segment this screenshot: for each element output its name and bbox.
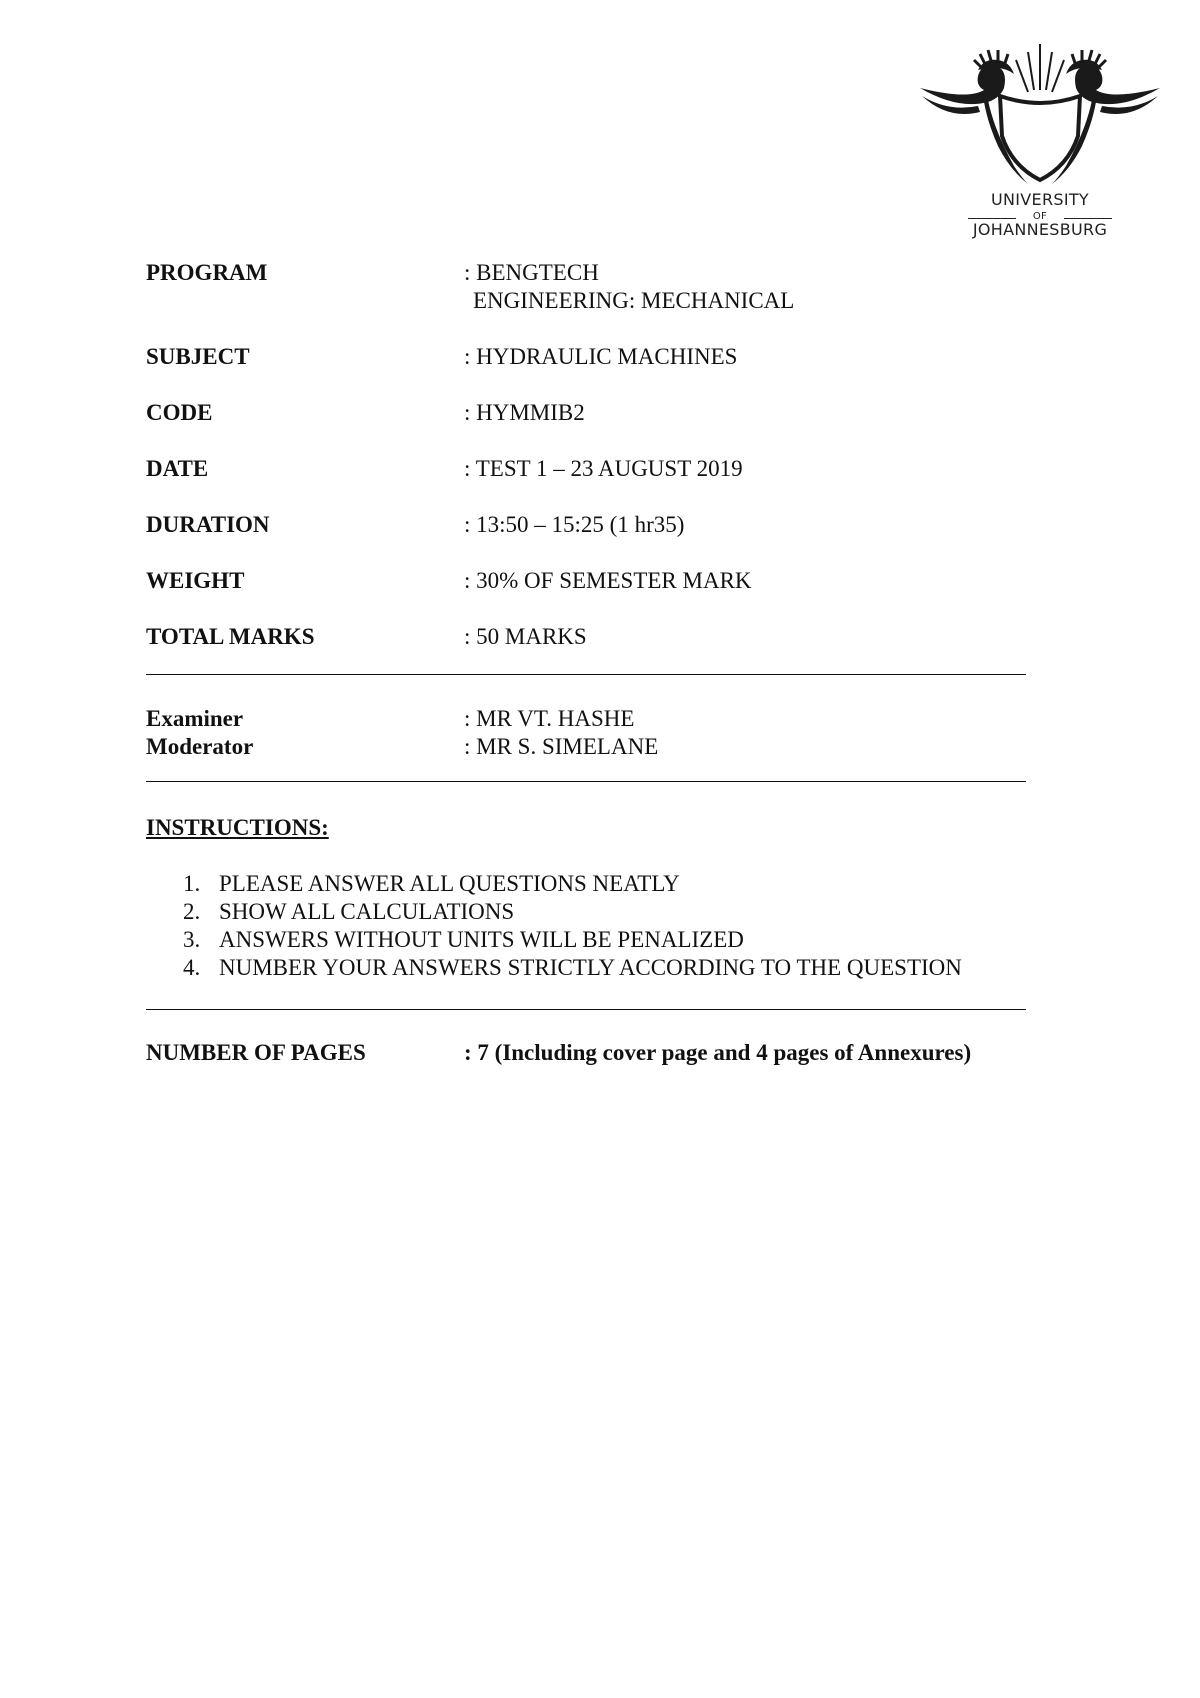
detail-value-continuation: ENGINEERING: MECHANICAL — [473, 288, 795, 313]
detail-label: SUBJECT — [146, 344, 250, 369]
staff-value: : MR S. SIMELANE — [464, 734, 659, 759]
instruction-item — [146, 926, 962, 954]
logo-divider-right — [1064, 218, 1112, 219]
detail-value: : HYDRAULIC MACHINES — [464, 344, 738, 369]
staff-label: Moderator — [146, 734, 254, 759]
divider-rule — [146, 1009, 1026, 1010]
staff-label: Examiner — [146, 706, 244, 731]
instruction-number: 4. — [183, 955, 201, 980]
staff-value: : MR VT. HASHE — [464, 706, 635, 731]
instruction-item — [146, 954, 962, 982]
instruction-item — [146, 870, 962, 898]
instructions-title: INSTRUCTIONS: — [146, 815, 329, 840]
detail-label: PROGRAM — [146, 260, 268, 285]
detail-value: : 13:50 – 15:25 (1 hr35) — [464, 512, 685, 537]
university-logo — [918, 40, 1162, 240]
instruction-item — [146, 898, 962, 926]
detail-value: : TEST 1 – 23 AUGUST 2019 — [464, 456, 743, 481]
detail-label: WEIGHT — [146, 568, 245, 593]
pages-label: NUMBER OF PAGES — [146, 1040, 366, 1065]
pages-value: : 7 (Including cover page and 4 pages of Annexures) — [464, 1040, 972, 1065]
divider-rule — [146, 781, 1026, 782]
divider-rule — [146, 674, 1026, 675]
instruction-number: 3. — [183, 927, 201, 952]
instruction-number: 2. — [183, 899, 201, 924]
instruction-text: PLEASE ANSWER ALL QUESTIONS NEATLY — [219, 871, 680, 896]
university-crest-icon — [918, 40, 1162, 190]
detail-value: : 30% OF SEMESTER MARK — [464, 568, 752, 593]
detail-label: DURATION — [146, 512, 270, 537]
logo-university-text: UNIVERSITY — [991, 190, 1089, 209]
detail-value — [464, 259, 794, 315]
instruction-number: 1. — [183, 871, 201, 896]
detail-value: : HYMMIB2 — [464, 400, 585, 425]
detail-value: : 50 MARKS — [464, 624, 587, 649]
instructions-list — [146, 870, 962, 982]
instruction-text: ANSWERS WITHOUT UNITS WILL BE PENALIZED — [219, 927, 744, 952]
detail-value-text: : BENGTECH — [464, 260, 599, 285]
instruction-text: NUMBER YOUR ANSWERS STRICTLY ACCORDING TO THE QUESTION — [219, 955, 962, 980]
logo-johannesburg-text: JOHANNESBURG — [972, 220, 1108, 239]
detail-label: CODE — [146, 400, 213, 425]
detail-label: TOTAL MARKS — [146, 624, 315, 649]
instruction-text: SHOW ALL CALCULATIONS — [219, 899, 515, 924]
detail-label: DATE — [146, 456, 209, 481]
logo-of-text: OF — [1032, 211, 1048, 222]
